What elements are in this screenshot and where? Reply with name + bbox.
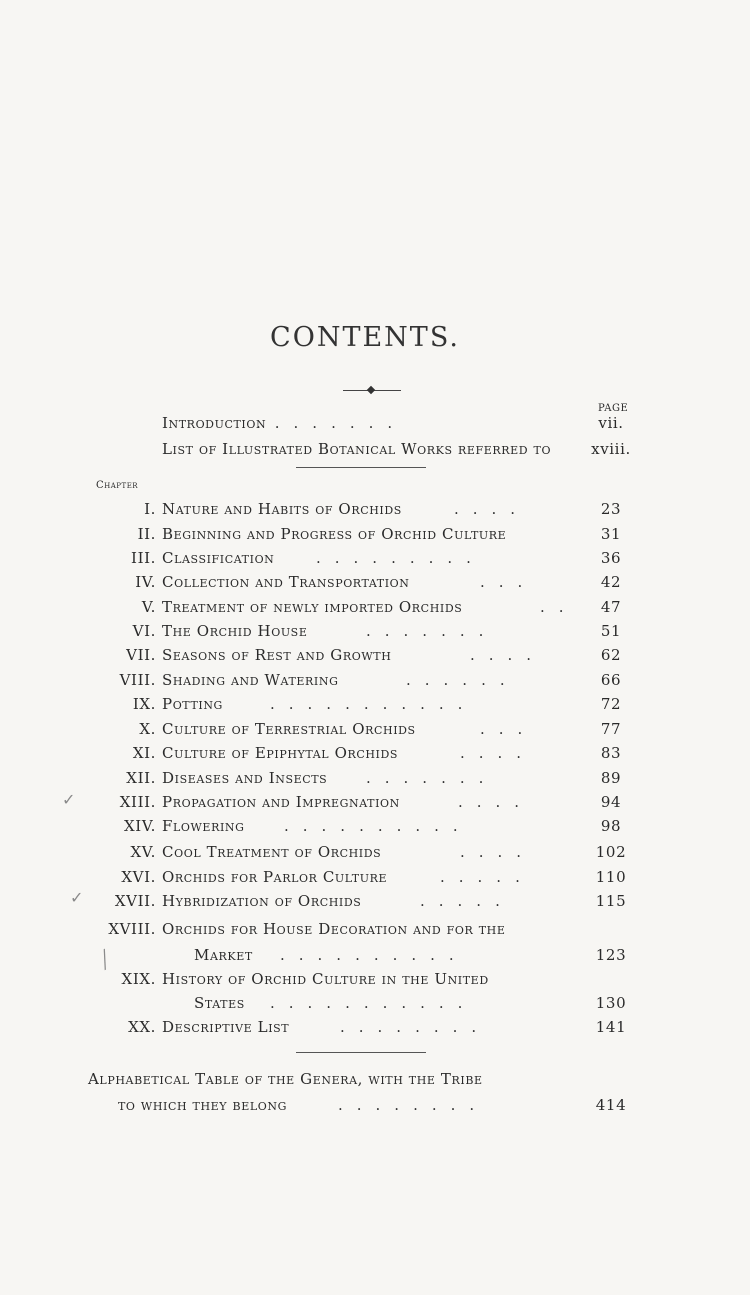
entry-page: 77 xyxy=(600,720,622,738)
entry-title: Flowering xyxy=(162,817,245,835)
entry-title: List of Illustrated Botanical Works referred to xyxy=(162,440,552,458)
section-divider xyxy=(296,1052,426,1053)
pencil-check-mark-icon: ✓ xyxy=(62,790,76,809)
entry-title: History of Orchid Culture in the United xyxy=(162,970,489,988)
entry-title: Collection and Transportation xyxy=(162,573,410,591)
chapter-number: III. xyxy=(131,549,156,567)
entry-title: Shading and Watering xyxy=(162,671,339,689)
toc-entry-chapter xyxy=(0,744,750,766)
leader-dots: ....... xyxy=(366,622,498,640)
entry-title-continued: States xyxy=(194,994,245,1012)
chapter-number: XVI. xyxy=(121,868,156,886)
chapter-number: XIX. xyxy=(121,970,156,988)
entry-title: Hybridization of Orchids xyxy=(162,892,362,910)
chapter-number: XX. xyxy=(128,1018,156,1036)
entry-title-continued: to which they belong xyxy=(118,1096,287,1114)
chapter-number: VI. xyxy=(132,622,156,640)
entry-page: 123 xyxy=(595,946,627,964)
page-title: CONTENTS. xyxy=(270,322,460,353)
entry-page: 36 xyxy=(600,549,622,567)
entry-page: 66 xyxy=(600,671,622,689)
chapter-number: VII. xyxy=(126,646,156,664)
pencil-stroke-icon: ╱ xyxy=(95,948,114,971)
leader-dots: .... xyxy=(470,646,546,664)
entry-title: Descriptive List xyxy=(162,1018,290,1036)
chapter-column-label: Chapter xyxy=(96,480,139,491)
leader-dots: .... xyxy=(460,744,536,762)
toc-entry-chapter xyxy=(0,525,750,547)
chapter-number: VIII. xyxy=(119,671,156,689)
toc-entry-introduction xyxy=(0,414,750,436)
chapter-number: XVIII. xyxy=(108,920,156,938)
leader-dots: .......... xyxy=(280,946,468,964)
leader-dots: ........... xyxy=(270,994,477,1012)
entry-page: 62 xyxy=(600,646,622,664)
entry-title: Cool Treatment of Orchids xyxy=(162,843,382,861)
leader-dots: ....... xyxy=(366,769,498,787)
chapter-number: IX. xyxy=(132,695,156,713)
entry-page: 115 xyxy=(595,892,627,910)
leader-dots: ..... xyxy=(420,892,514,910)
leader-dots: ...... xyxy=(406,671,519,689)
entry-page: 51 xyxy=(600,622,622,640)
entry-page: 47 xyxy=(600,598,622,616)
entry-title: Orchids for House Decoration and for the xyxy=(162,920,506,938)
entry-page: 72 xyxy=(600,695,622,713)
chapter-number: IV. xyxy=(135,573,156,591)
entry-page: 98 xyxy=(600,817,622,835)
entry-title: Propagation and Impregnation xyxy=(162,793,400,811)
toc-entry-chapter xyxy=(0,671,750,693)
entry-title: Treatment of newly imported Orchids xyxy=(162,598,463,616)
toc-entry-chapter xyxy=(0,892,750,914)
entry-page: 31 xyxy=(600,525,622,543)
toc-entry-appendix-continuation xyxy=(0,1096,750,1118)
entry-title: Nature and Habits of Orchids xyxy=(162,500,402,518)
leader-dots: .... xyxy=(458,793,534,811)
chapter-number: I. xyxy=(144,500,156,518)
chapter-number: XIII. xyxy=(119,793,156,811)
toc-entry-chapter xyxy=(0,920,750,942)
toc-entry-chapter xyxy=(0,769,750,791)
entry-page: 130 xyxy=(595,994,627,1012)
chapter-number: XVII. xyxy=(114,892,156,910)
entry-title: Beginning and Progress of Orchid Culture xyxy=(162,525,507,543)
entry-page: xviii. xyxy=(591,440,631,458)
pencil-check-mark-icon: ✓ xyxy=(70,888,84,907)
toc-entry-chapter xyxy=(0,868,750,890)
chapter-number: V. xyxy=(141,598,156,616)
entry-page: 141 xyxy=(595,1018,627,1036)
chapter-number: XI. xyxy=(132,744,156,762)
toc-entry-chapter xyxy=(0,793,750,815)
leader-dots: ........ xyxy=(256,414,407,432)
leader-dots: ..... xyxy=(440,868,534,886)
title-ornament xyxy=(343,386,401,396)
leader-dots: ... xyxy=(480,720,537,738)
toc-entry-chapter xyxy=(0,500,750,522)
toc-entry-list-of-works xyxy=(0,440,750,462)
chapter-number: XIV. xyxy=(124,817,156,835)
leader-dots: .... xyxy=(460,843,536,861)
entry-page: 414 xyxy=(595,1096,627,1114)
entry-title: Seasons of Rest and Growth xyxy=(162,646,392,664)
toc-entry-chapter xyxy=(0,622,750,644)
page-column-header: PAGE xyxy=(598,403,629,414)
entry-page: 110 xyxy=(595,868,627,886)
toc-entry-chapter xyxy=(0,817,750,839)
toc-entry-continuation xyxy=(0,994,750,1016)
toc-entry-chapter xyxy=(0,843,750,865)
chapter-number: II. xyxy=(137,525,156,543)
leader-dots: .. xyxy=(540,598,578,616)
entry-title: Introduction xyxy=(162,414,267,432)
entry-title-continued: Market xyxy=(194,946,253,964)
entry-title: Orchids for Parlor Culture xyxy=(162,868,388,886)
entry-title: The Orchid House xyxy=(162,622,308,640)
entry-page: 94 xyxy=(600,793,622,811)
toc-entry-appendix xyxy=(0,1070,750,1092)
leader-dots: .......... xyxy=(284,817,472,835)
toc-entry-chapter xyxy=(0,1018,750,1040)
entry-title: Culture of Epiphytal Orchids xyxy=(162,744,399,762)
entry-title: Alphabetical Table of the Genera, with the Tribe xyxy=(88,1070,483,1088)
section-divider xyxy=(296,467,426,468)
chapter-number: XII. xyxy=(126,769,156,787)
toc-entry-chapter xyxy=(0,695,750,717)
entry-title: Potting xyxy=(162,695,223,713)
entry-page: 42 xyxy=(600,573,622,591)
leader-dots: ........ xyxy=(340,1018,491,1036)
entry-page: vii. xyxy=(598,414,624,432)
leader-dots: ... xyxy=(480,573,537,591)
entry-page: 23 xyxy=(600,500,622,518)
chapter-number: XV. xyxy=(130,843,156,861)
toc-entry-chapter xyxy=(0,646,750,668)
toc-entry-chapter xyxy=(0,549,750,571)
leader-dots: .... xyxy=(454,500,530,518)
toc-entry-chapter xyxy=(0,598,750,620)
leader-dots: ......... xyxy=(316,549,485,567)
toc-entry-chapter xyxy=(0,720,750,742)
entry-title: Culture of Terrestrial Orchids xyxy=(162,720,416,738)
entry-page: 89 xyxy=(600,769,622,787)
chapter-number: X. xyxy=(139,720,156,738)
leader-dots: ........... xyxy=(270,695,477,713)
toc-entry-chapter xyxy=(0,970,750,992)
entry-page: 83 xyxy=(600,744,622,762)
toc-entry-chapter xyxy=(0,573,750,595)
leader-dots: ........ xyxy=(338,1096,489,1114)
entry-title: Diseases and Insects xyxy=(162,769,328,787)
entry-page: 102 xyxy=(595,843,627,861)
entry-title: Classification xyxy=(162,549,275,567)
